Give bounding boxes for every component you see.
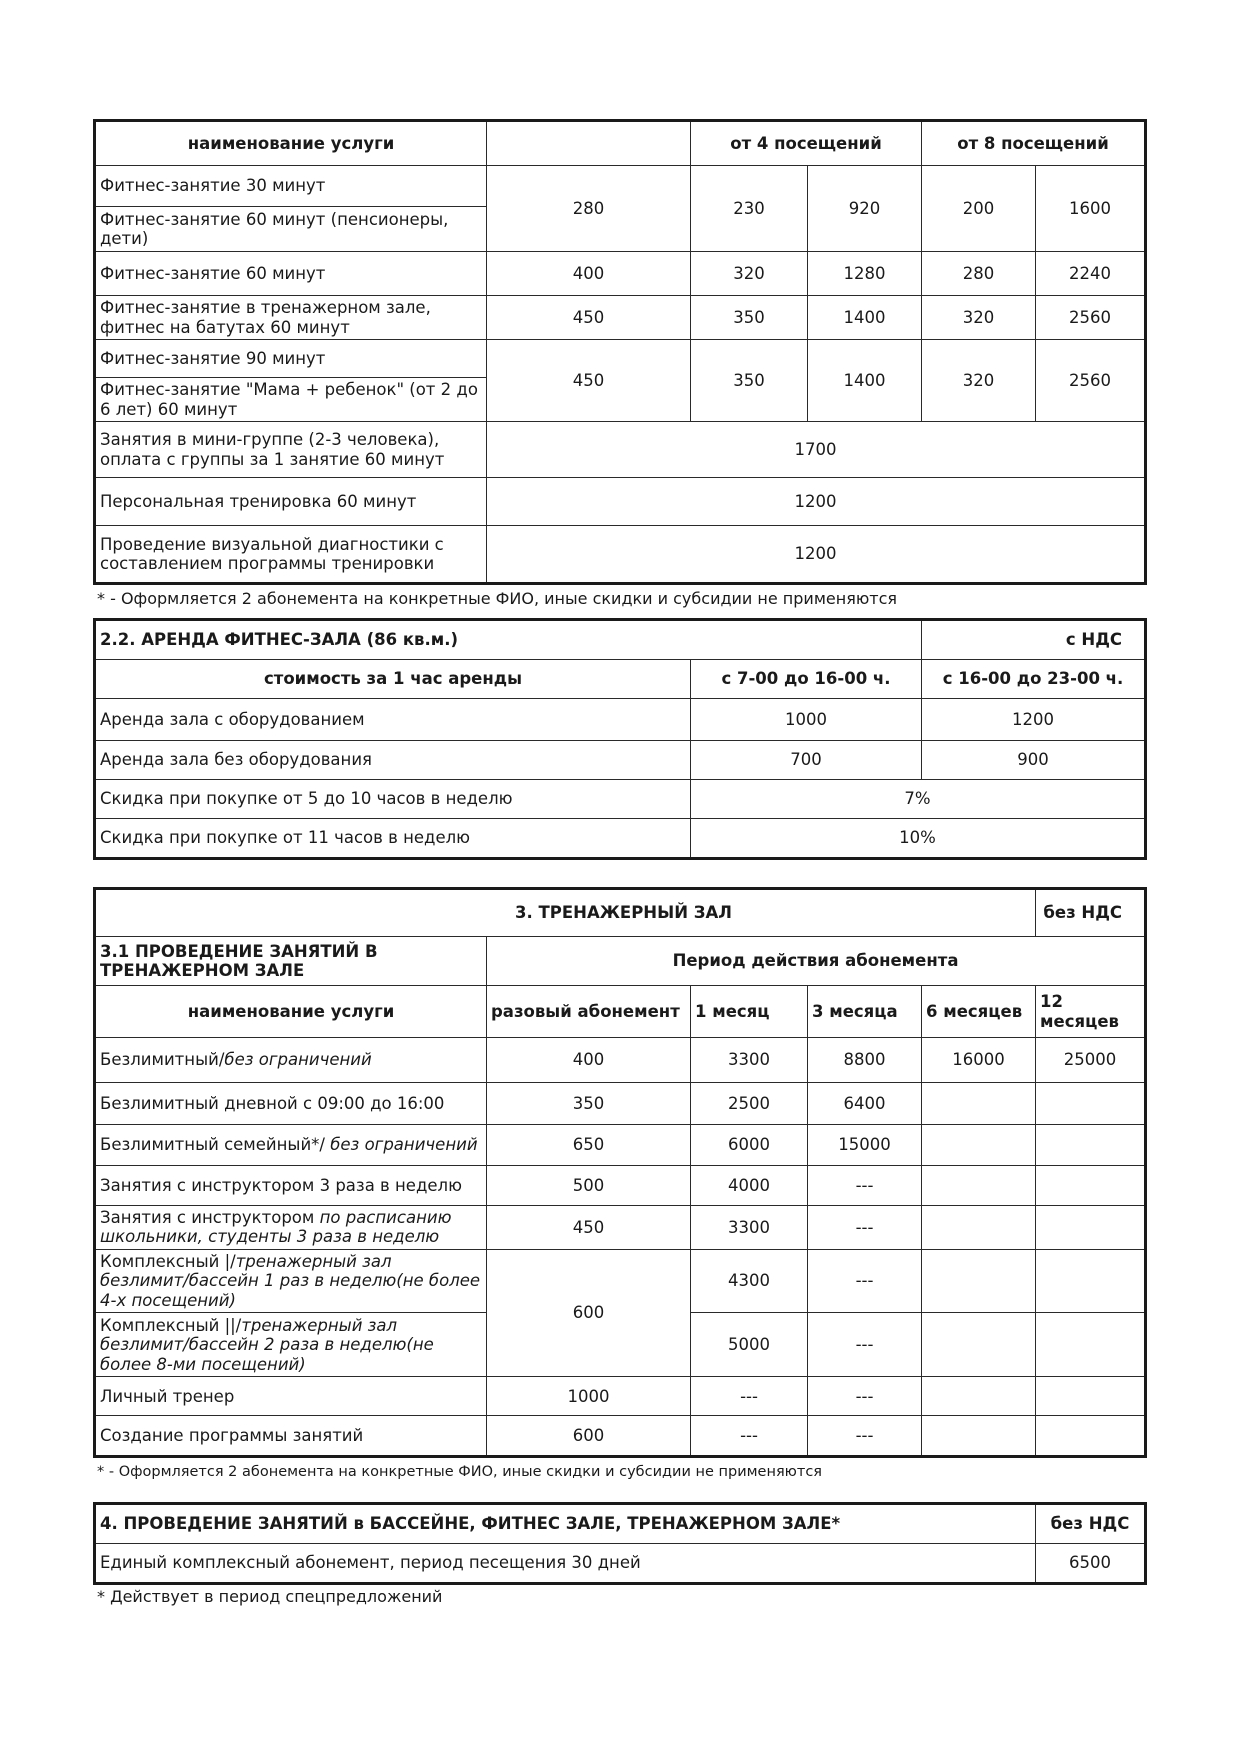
price-1-month: 5000 — [691, 1313, 808, 1377]
price-8: 320 — [922, 296, 1036, 340]
price-6-months — [922, 1313, 1036, 1377]
price-12-months: 25000 — [1036, 1038, 1146, 1083]
footnote-t4: * Действует в период спецпредложений — [97, 1587, 443, 1606]
discount-name: Скидка при покупке от 5 до 10 часов в неделю — [95, 780, 691, 819]
price-3-months: --- — [808, 1313, 922, 1377]
service-name: Фитнес-занятие 30 минут — [95, 166, 487, 207]
service-name: Занятия с инструктором по расписанию школьники, студенты 3 раза в неделю — [95, 1206, 487, 1250]
total-8: 2560 — [1036, 340, 1146, 422]
fitness-classes-table — [93, 119, 1144, 585]
table-row — [95, 741, 1146, 780]
price-3-months: 6400 — [808, 1083, 922, 1125]
total-8: 1600 — [1036, 166, 1146, 252]
total-8: 2240 — [1036, 252, 1146, 296]
price-1-month: 2500 — [691, 1083, 808, 1125]
header-service-name: наименование услуги — [95, 986, 487, 1038]
subsection-title: 3.1 ПРОВЕДЕНИЕ ЗАНЯТИЙ В ТРЕНАЖЕРНОМ ЗАЛЕ — [95, 937, 487, 986]
merged-price: 1200 — [487, 478, 1146, 526]
price-3-months: --- — [808, 1166, 922, 1206]
rental-name: Аренда зала без оборудования — [95, 741, 691, 780]
service-name: Занятия в мини-группе (2-3 человека), оплата с группы за 1 занятие 60 минут — [95, 422, 487, 478]
total-4: 1400 — [808, 296, 922, 340]
price-12-months — [1036, 1083, 1146, 1125]
table-row — [95, 1377, 1146, 1416]
header-cost-per-hour: стоимость за 1 час аренды — [95, 660, 691, 699]
table-row — [95, 166, 1146, 207]
header-6-months: 6 месяцев — [922, 986, 1036, 1038]
price-3-months: --- — [808, 1206, 922, 1250]
section-title: 3. ТРЕНАЖЕРНЫЙ ЗАЛ — [95, 889, 1036, 937]
service-name: Фитнес-занятие "Мама + ребенок" (от 2 до 6 лет) 60 минут — [95, 378, 487, 422]
service-name: Личный тренер — [95, 1377, 487, 1416]
header-from-4-visits: от 4 посещений — [691, 121, 922, 166]
price-12-months — [1036, 1249, 1146, 1312]
header-evening: с 16-00 до 23-00 ч. — [922, 660, 1146, 699]
evening-price: 1200 — [922, 699, 1146, 741]
table-row — [95, 252, 1146, 296]
single-price: 600 — [487, 1416, 691, 1457]
table-row — [95, 296, 1146, 340]
price-3-months: 15000 — [808, 1125, 922, 1166]
table-row — [95, 1249, 1146, 1312]
price-1-month: 3300 — [691, 1206, 808, 1250]
header-service-name: наименование услуги — [95, 121, 487, 166]
price-4: 350 — [691, 296, 808, 340]
price-4: 230 — [691, 166, 808, 252]
combined-subscription-table — [93, 1502, 1144, 1585]
service-name: Единый комплексный абонемент, период пeсещения 30 дней — [95, 1544, 1036, 1584]
tax-label: без НДС — [1036, 889, 1146, 937]
single-price: 500 — [487, 1166, 691, 1206]
discount-value: 10% — [691, 819, 1146, 859]
merged-price: 1700 — [487, 422, 1146, 478]
price-8: 200 — [922, 166, 1036, 252]
discount-name: Скидка при покупке от 11 часов в неделю — [95, 819, 691, 859]
table-row — [95, 340, 1146, 378]
service-name: Фитнес-занятие 60 минут — [95, 252, 487, 296]
header-from-8-visits: от 8 посещений — [922, 121, 1146, 166]
price-12-months — [1036, 1206, 1146, 1250]
section-title: 4. ПРОВЕДЕНИЕ ЗАНЯТИЙ в БАССЕЙНЕ, ФИТНЕС ЗАЛЕ, ТРЕНАЖЕРНОМ ЗАЛЕ* — [95, 1504, 1036, 1544]
service-name: Фитнес-занятие 90 минут — [95, 340, 487, 378]
table-row — [95, 1206, 1146, 1250]
price-6-months: 16000 — [922, 1038, 1036, 1083]
price-6-months — [922, 1206, 1036, 1250]
total-8: 2560 — [1036, 296, 1146, 340]
service-name: Персональная тренировка 60 минут — [95, 478, 487, 526]
service-name: Проведение визуальной диагностики с составлением программы тренировки — [95, 526, 487, 584]
single-price: 600 — [487, 1249, 691, 1376]
header-1-month: 1 месяц — [691, 986, 808, 1038]
table-row — [95, 1166, 1146, 1206]
tax-label: без НДС — [1036, 1504, 1146, 1544]
price-4: 350 — [691, 340, 808, 422]
price-12-months — [1036, 1313, 1146, 1377]
service-name: Фитнес-занятие в тренажерном зале, фитнес на батутах 60 минут — [95, 296, 487, 340]
price-1-month: 6000 — [691, 1125, 808, 1166]
footnote-t3: * - Оформляется 2 абонемента на конкретные ФИО, иные скидки и субсидии не применяются — [97, 1464, 823, 1480]
price-6-months — [922, 1416, 1036, 1457]
service-name: Комплексный ||/тренажерный зал безлимит/бассейн 2 раза в неделю(не более 8-ми посещений) — [95, 1313, 487, 1377]
price: 6500 — [1036, 1544, 1146, 1584]
table-row — [95, 526, 1146, 584]
subscription-period: Период действия абонемента — [487, 937, 1146, 986]
price-6-months — [922, 1083, 1036, 1125]
tax-label: с НДС — [922, 620, 1146, 660]
morning-price: 1000 — [691, 699, 922, 741]
price-6-months — [922, 1249, 1036, 1312]
service-name: Безлимитный семейный*/ без ограничений — [95, 1125, 487, 1166]
price-8: 280 — [922, 252, 1036, 296]
table-row — [95, 819, 1146, 859]
single-price: 400 — [487, 252, 691, 296]
price-12-months — [1036, 1377, 1146, 1416]
single-price: 650 — [487, 1125, 691, 1166]
price-8: 320 — [922, 340, 1036, 422]
table-row — [95, 1544, 1146, 1584]
table-row — [95, 780, 1146, 819]
table-row — [95, 1083, 1146, 1125]
table-row — [95, 1125, 1146, 1166]
header-3-months: 3 месяца — [808, 986, 922, 1038]
gym-table — [93, 887, 1144, 1458]
price-1-month: --- — [691, 1416, 808, 1457]
service-name: Безлимитный/без ограничений — [95, 1038, 487, 1083]
footnote-t1: * - Оформляется 2 абонемента на конкретные ФИО, иные скидки и субсидии не применяются — [97, 589, 898, 608]
table-row — [95, 699, 1146, 741]
price-3-months: --- — [808, 1249, 922, 1312]
single-price: 450 — [487, 1206, 691, 1250]
header-morning: с 7-00 до 16-00 ч. — [691, 660, 922, 699]
rental-name: Аренда зала с оборудованием — [95, 699, 691, 741]
single-price: 450 — [487, 296, 691, 340]
header-empty — [487, 121, 691, 166]
price-3-months: --- — [808, 1377, 922, 1416]
single-price: 350 — [487, 1083, 691, 1125]
price-6-months — [922, 1377, 1036, 1416]
service-name: Комплексный |/тренажерный зал безлимит/бассейн 1 раз в неделю(не более 4-х посещений) — [95, 1249, 487, 1312]
table-row — [95, 422, 1146, 478]
header-12-months: 12 месяцев — [1036, 986, 1146, 1038]
morning-price: 700 — [691, 741, 922, 780]
price-12-months — [1036, 1125, 1146, 1166]
service-name: Занятия с инструктором 3 раза в неделю — [95, 1166, 487, 1206]
merged-price: 1200 — [487, 526, 1146, 584]
total-4: 1400 — [808, 340, 922, 422]
single-price: 450 — [487, 340, 691, 422]
single-price: 400 — [487, 1038, 691, 1083]
service-name: Создание программы занятий — [95, 1416, 487, 1457]
single-price: 280 — [487, 166, 691, 252]
price-3-months: --- — [808, 1416, 922, 1457]
price-1-month: 4000 — [691, 1166, 808, 1206]
header-single: разовый абонемент — [487, 986, 691, 1038]
price-6-months — [922, 1125, 1036, 1166]
hall-rental-table — [93, 618, 1144, 860]
price-3-months: 8800 — [808, 1038, 922, 1083]
single-price: 1000 — [487, 1377, 691, 1416]
price-4: 320 — [691, 252, 808, 296]
table-row — [95, 1416, 1146, 1457]
section-title: 2.2. АРЕНДА ФИТНЕС-ЗАЛА (86 кв.м.) — [95, 620, 922, 660]
price-12-months — [1036, 1416, 1146, 1457]
table-row — [95, 478, 1146, 526]
price-1-month: 4300 — [691, 1249, 808, 1312]
table-row — [95, 1038, 1146, 1083]
total-4: 1280 — [808, 252, 922, 296]
discount-value: 7% — [691, 780, 1146, 819]
evening-price: 900 — [922, 741, 1146, 780]
service-name: Безлимитный дневной с 09:00 до 16:00 — [95, 1083, 487, 1125]
price-1-month: 3300 — [691, 1038, 808, 1083]
total-4: 920 — [808, 166, 922, 252]
service-name: Фитнес-занятие 60 минут (пенсионеры, дети) — [95, 207, 487, 252]
price-12-months — [1036, 1166, 1146, 1206]
price-1-month: --- — [691, 1377, 808, 1416]
price-6-months — [922, 1166, 1036, 1206]
